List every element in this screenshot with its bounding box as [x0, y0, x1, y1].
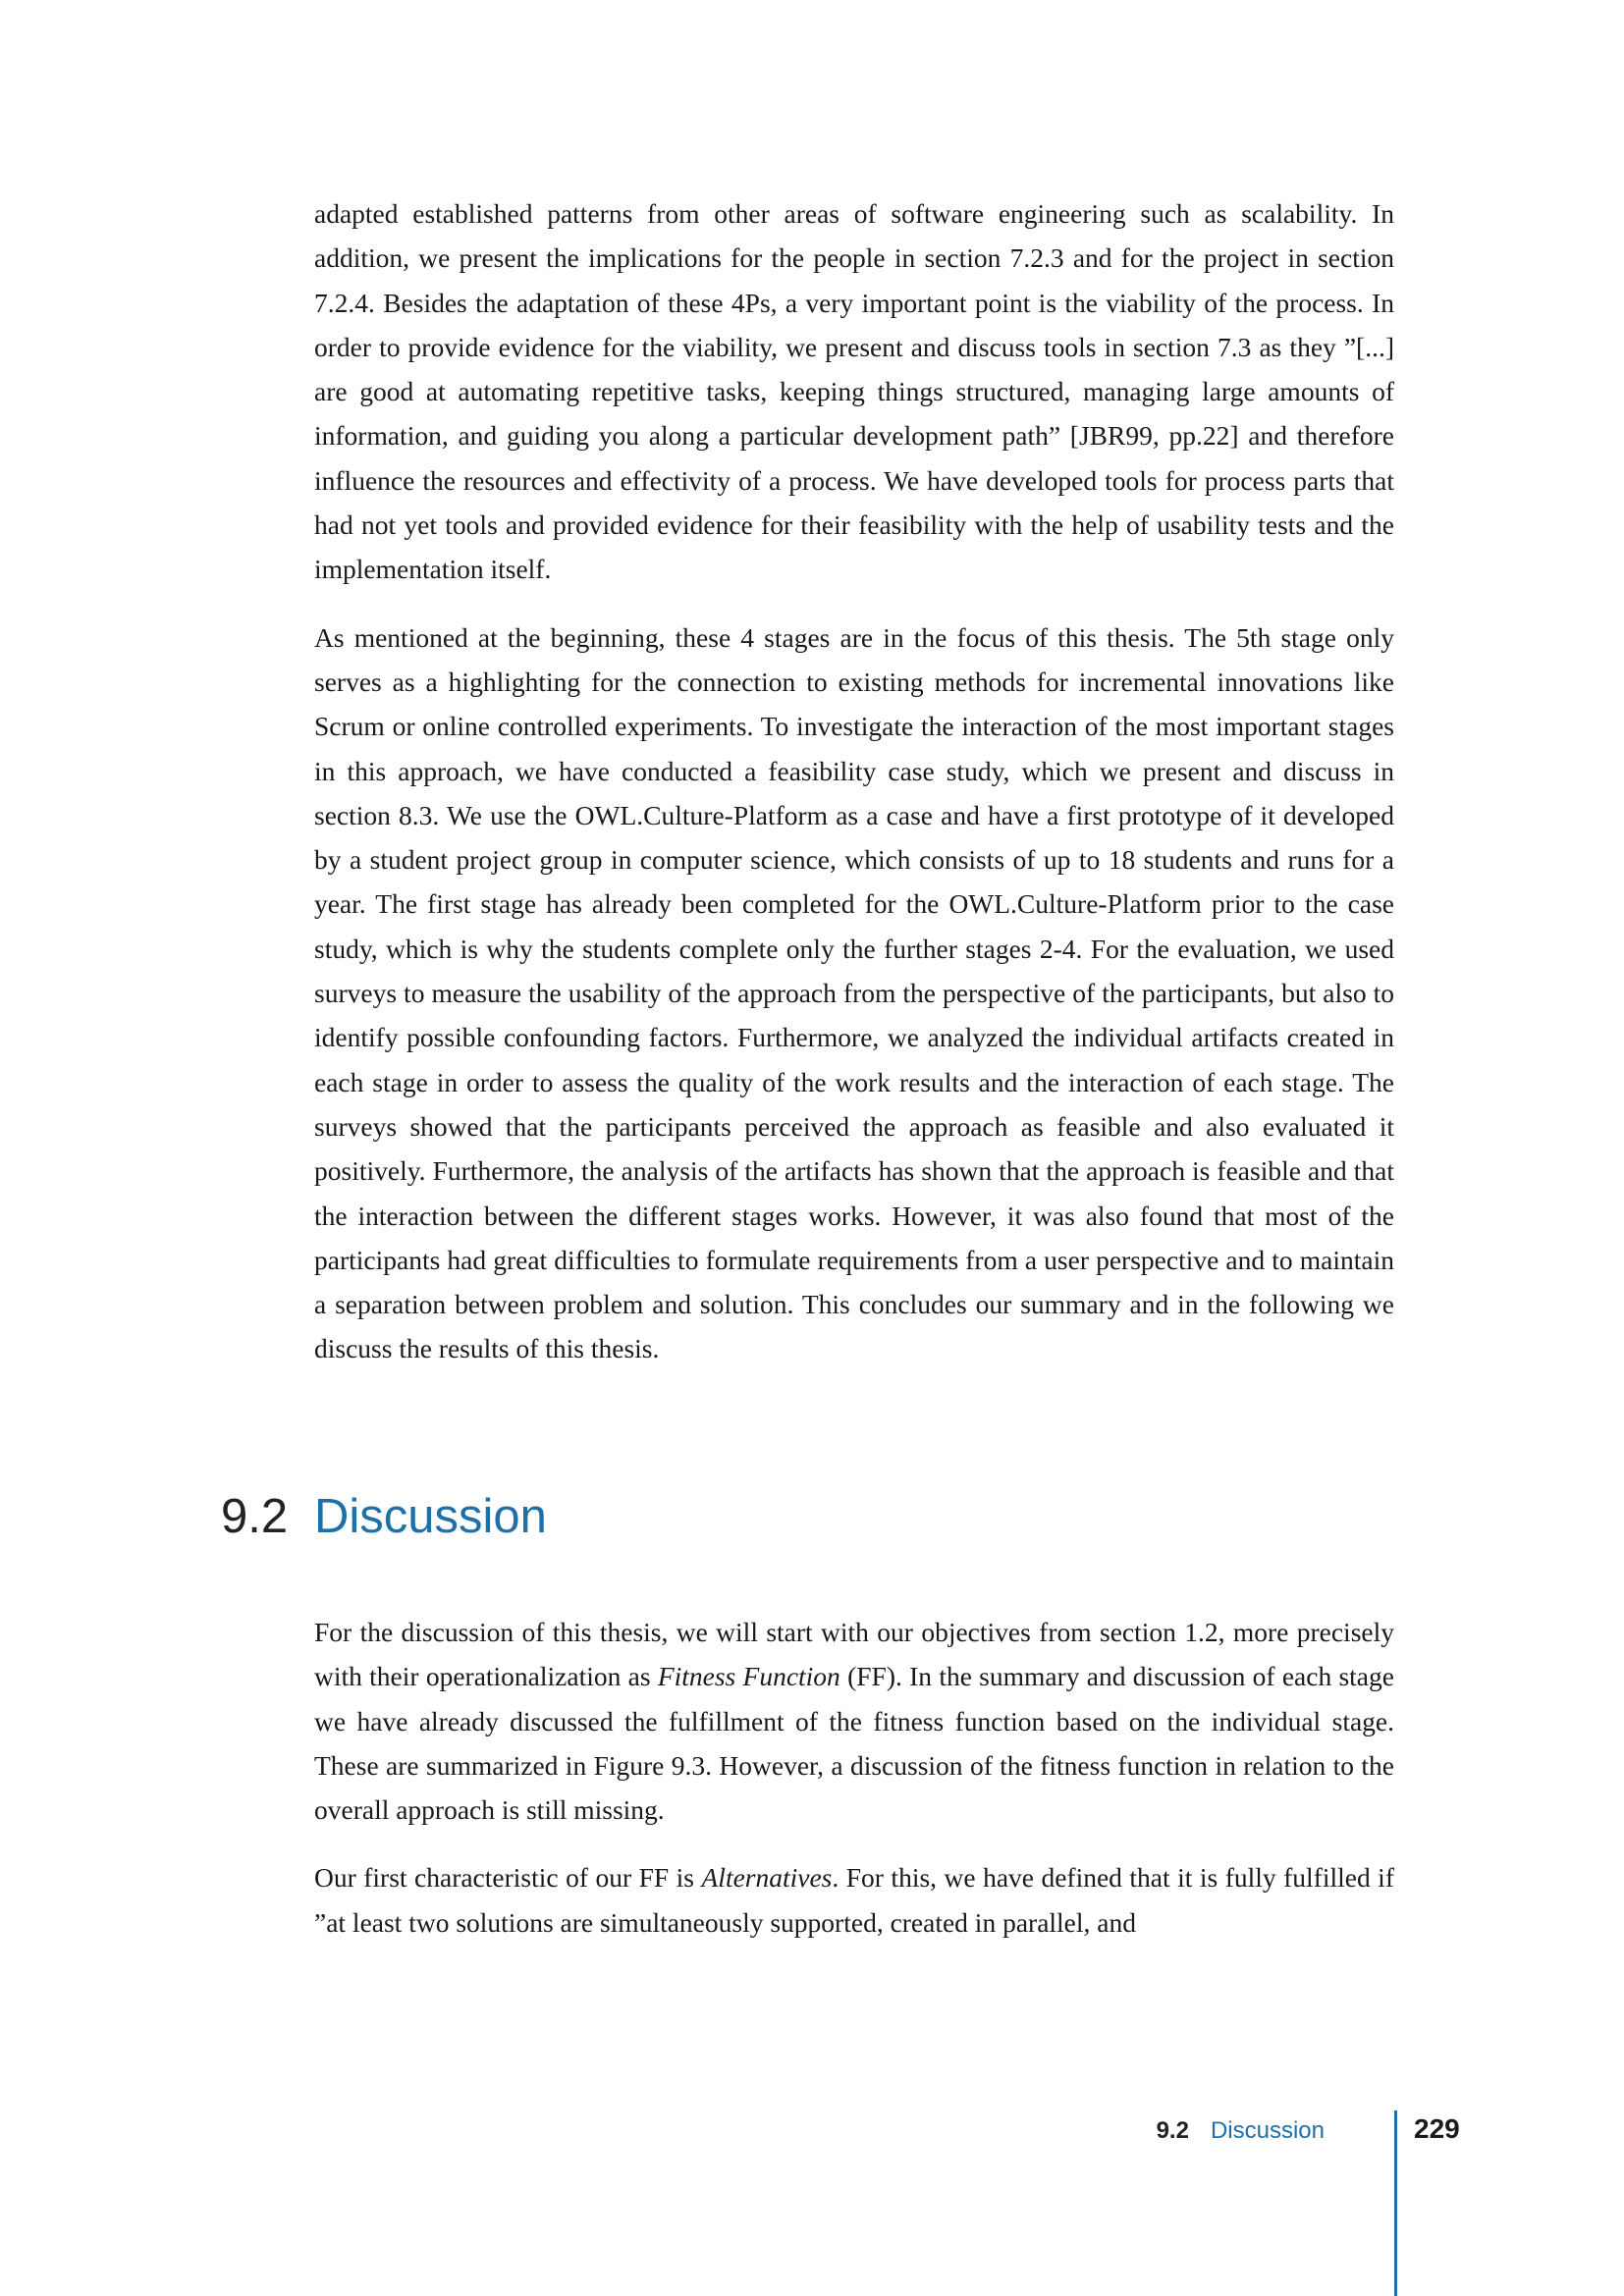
text-segment: (FF). In the summary and discussion of each stage we have already discussed the fulfillment of the fitness function based on the individual stage. These are summarized in Figure 9.3. However, a discussion of the fitness function in relation to the overall approach is still missing. — [314, 1661, 1394, 1826]
paragraph-alternatives — [314, 1855, 1394, 1945]
page-margin-rule — [1394, 2110, 1397, 2296]
footer-section-number: 9.2 — [1156, 2117, 1189, 2144]
page-number: 229 — [1414, 2113, 1460, 2144]
paragraph-case-study: As mentioned at the beginning, these 4 stages are in the focus of this thesis. The 5th stage only serves as a highlighting for the connection to existing methods for incremental innovations like Scrum or online controlled experiments. To investigate the interaction of the most important stages in this approach, we have conducted a feasibility case study, which we present and discuss in section 8.3. We use the OWL.Culture-Platform as a case and have a first prototype of it developed by a student project group in computer science, which consists of up to 18 students and runs for a year. The first stage has already been completed for the OWL.Culture-Platform prior to the case study, which is why the students complete only the further stages 2-4. For the evaluation, we used surveys to measure the usability of the approach from the perspective of the participants, but also to identify possible confounding factors. Furthermore, we analyzed the individual artifacts created in each stage in order to assess the quality of the work results and the interaction of each stage. The surveys showed that the participants perceived the approach as feasible and also evaluated it positively. Furthermore, the analysis of the artifacts has shown that the approach is feasible and that the interaction between the different stages works. However, it was also found that most of the participants had great difficulties to formulate requirements from a user perspective and to maintain a separation between problem and solution. This concludes our summary and in the following we discuss the results of this thesis. — [314, 621, 1394, 1364]
paragraph-fitness-function — [314, 1610, 1394, 1832]
page-footer — [0, 2113, 1624, 2153]
body-text-top — [314, 191, 1394, 1395]
text-segment: . For this, we have defined that it is fully fulfilled if ”at least two solutions are simultaneously supported, created in parallel, and — [314, 1862, 1394, 1938]
section-number: 9.2 — [221, 1490, 289, 1543]
paragraph-tools: adapted established patterns from other areas of software engineering such as scalability. In addition, we present the implications for the people in section 7.2.3 and for the project in section 7.2.4. Besides the adaptation of these 4Ps, a very important point is the viability of the process. In order to provide evidence for the viability, we present and discuss tools in section 7.3 as they ”[...] are good at automating repetitive tasks, keeping things structured, managing large amounts of information, and guiding you along a particular development path” [JBR99, pp.22] and therefore influence the resources and effectivity of a process. We have developed tools for process parts that had not yet tools and provided evidence for their feasibility with the help of usability tests and the implementation itself. — [314, 198, 1394, 585]
text-segment: For the discussion of this thesis, we will start with our objectives from section 1.2, more precisely with their operationalization as — [314, 1617, 1394, 1692]
section-title: Discussion — [314, 1490, 547, 1543]
running-header — [1157, 2115, 1325, 2147]
footer-section-title: Discussion — [1210, 2117, 1325, 2144]
section-heading — [221, 1487, 547, 1546]
body-text-discussion — [314, 1610, 1394, 1968]
term-fitness-function: Fitness Function — [657, 1661, 840, 1692]
text-segment: Our first characteristic of our FF is — [314, 1862, 702, 1894]
term-alternatives: Alternatives — [701, 1862, 833, 1894]
